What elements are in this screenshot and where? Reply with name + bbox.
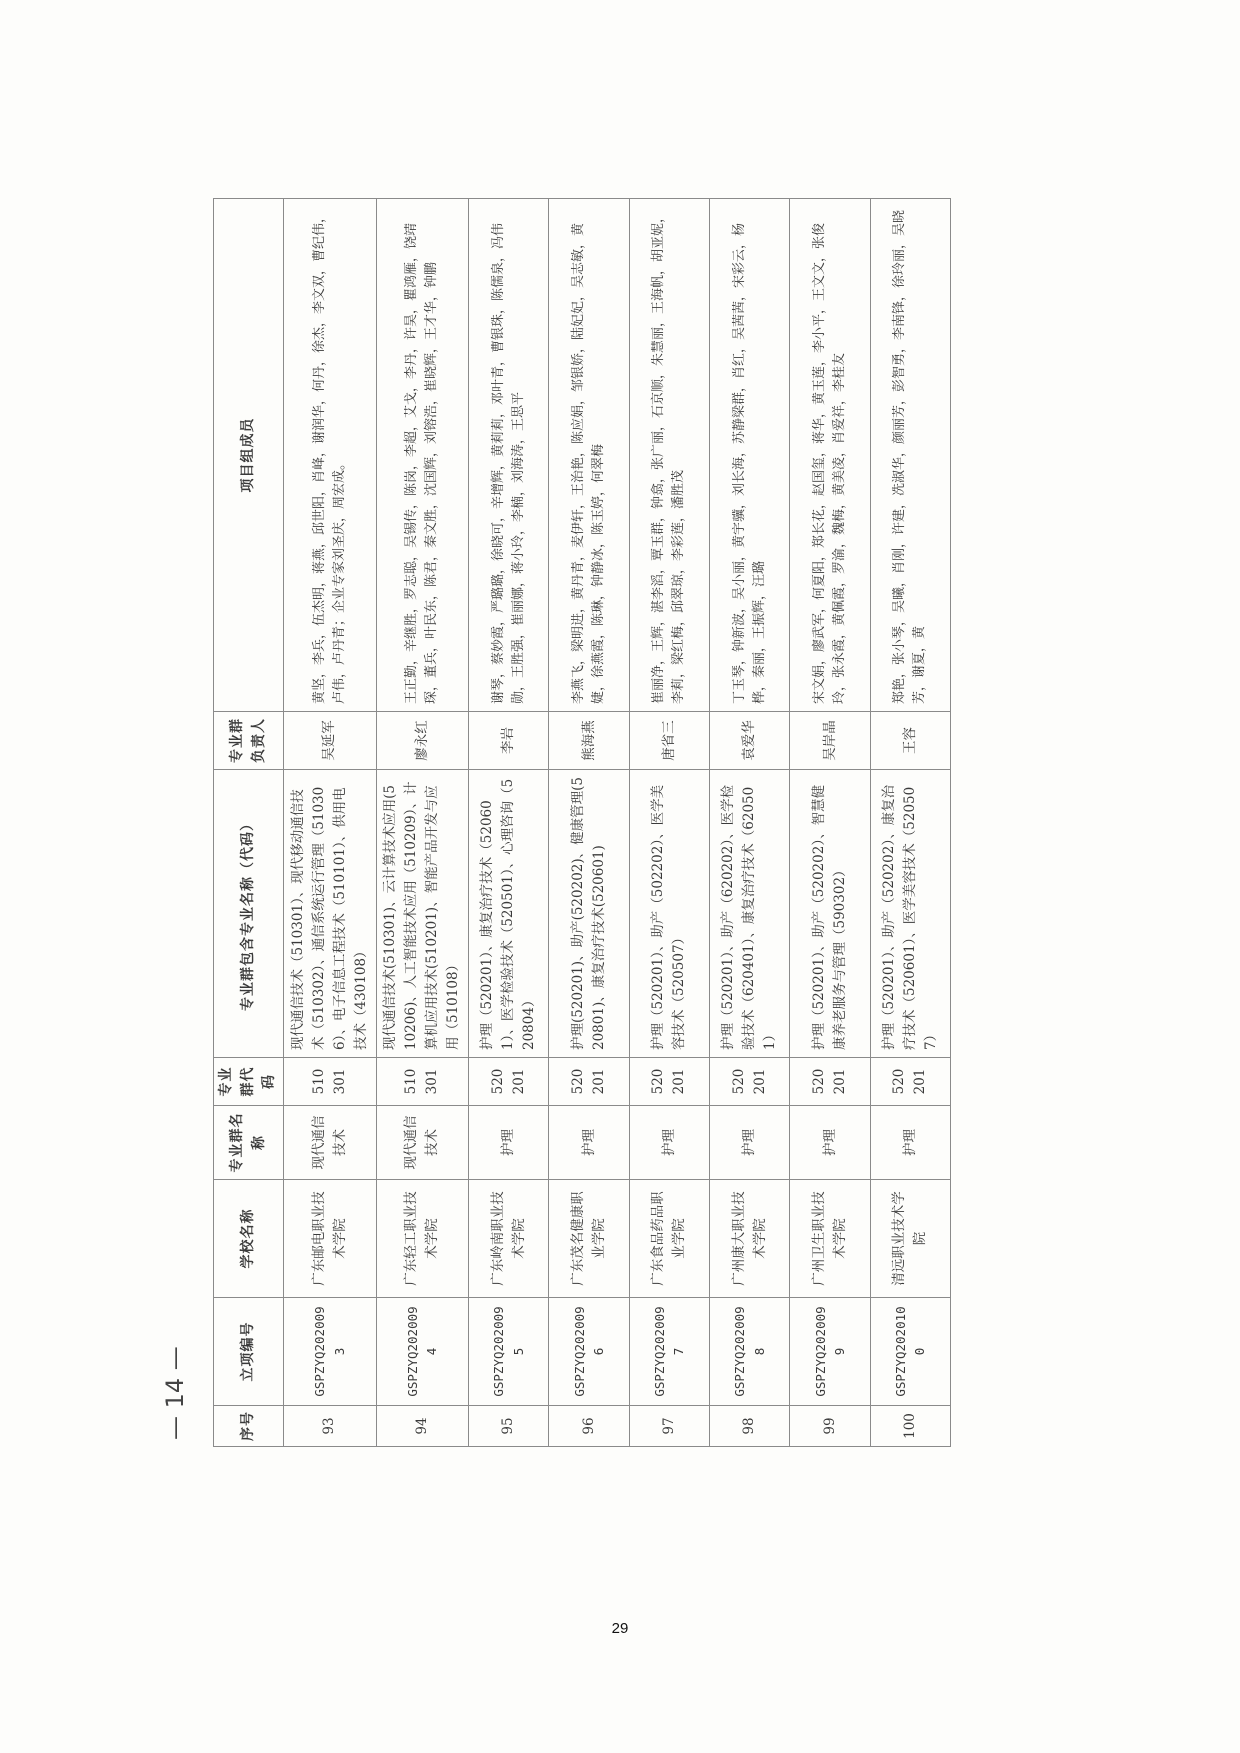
- cell-seq: 95: [469, 1406, 549, 1447]
- header-group-code: 专业群代码: [214, 1058, 284, 1106]
- cell-leader: 熊海燕: [549, 712, 629, 770]
- cell-seq: 94: [376, 1406, 469, 1447]
- cell-project-id: GSPZYQ2020095: [469, 1298, 549, 1406]
- cell-majors: 护理（520201）、助产（520202）、智慧健康养老服务与管理（590302）: [790, 770, 870, 1058]
- cell-leader: 王容: [870, 712, 950, 770]
- cell-school: 广东邮电职业技术学院: [284, 1180, 377, 1298]
- cell-group-name: 现代通信技术: [376, 1106, 469, 1180]
- cell-project-id: GSPZYQ2020100: [870, 1298, 950, 1406]
- rotated-table-area: [213, 199, 951, 1447]
- cell-seq: 99: [790, 1406, 870, 1447]
- cell-group-code: 510301: [376, 1058, 469, 1106]
- cell-members: 王正勤，辛继胜，罗志聪，吴锡传，陈岗，李超，艾戈，李丹，许昊，瞿鸿雁，饶靖琛，董兵，叶民东，陈君，秦文胜，沈国辉，刘镕浩，崔晓辉，王才华，钟鹏: [376, 199, 469, 712]
- table-row: [629, 199, 709, 1447]
- cell-seq: 97: [629, 1406, 709, 1447]
- table-row: [710, 199, 790, 1447]
- cell-school: 清远职业技术学院: [870, 1180, 950, 1298]
- cell-seq: 96: [549, 1406, 629, 1447]
- table-header-row: [214, 199, 284, 1447]
- cell-leader: 廖永红: [376, 712, 469, 770]
- cell-school: 广东岭南职业技术学院: [469, 1180, 549, 1298]
- cell-majors: 现代通信技术(510301)、云计算技术应用(510206)、人工智能技术应用（510209）、计算机应用技术(510201)、智能产品开发与应用（510108）: [376, 770, 469, 1058]
- folio-page-marker: — 14 —: [161, 1346, 189, 1440]
- table-row: [870, 199, 950, 1447]
- cell-majors: 现代通信技术（510301）、现代移动通信技术（510302）、通信系统运行管理（510306）、电子信息工程技术（510101）、供用电技术（430108）: [284, 770, 377, 1058]
- cell-members: 崔丽净，王辉，湛李滔，覃玉群，钟翕，张广丽，石京顺，朱慧丽，王海帆，胡亚妮，李莉，梁红梅，邱翠琼，李彩莲，潘胜茂: [629, 199, 709, 712]
- cell-group-code: 520201: [710, 1058, 790, 1106]
- cell-members: 黄坚，李兵，伍杰明，蒋燕，邱世阳，肖峰，谢润华，何丹，徐杰，李文双，曹纪伟，卢伟，卢丹青；企业专家刘圣庆，周宏成。: [284, 199, 377, 712]
- header-majors: 专业群包含专业名称（代码）: [214, 770, 284, 1058]
- cell-majors: 护理（520201）、康复治疗技术（520601）、医学检验技术（520501）、心理咨询（520804）: [469, 770, 549, 1058]
- cell-group-name: 护理: [870, 1106, 950, 1180]
- cell-members: 郑艳，张小琴，吴曦，肖刚，许建，冼淑华，颜丽芳，彭智勇，李南锋，徐玲丽，吴晓芳，谢夏，黄: [870, 199, 950, 712]
- cell-group-code: 510301: [284, 1058, 377, 1106]
- page-number: 29: [611, 1620, 629, 1637]
- cell-seq: 98: [710, 1406, 790, 1447]
- cell-project-id: GSPZYQ2020093: [284, 1298, 377, 1406]
- cell-project-id: GSPZYQ2020098: [710, 1298, 790, 1406]
- cell-group-name: 护理: [549, 1106, 629, 1180]
- cell-school: 广州卫生职业技术学院: [790, 1180, 870, 1298]
- cell-school: 广东食品药品职业学院: [629, 1180, 709, 1298]
- cell-project-id: GSPZYQ2020099: [790, 1298, 870, 1406]
- header-seq: 序号: [214, 1406, 284, 1447]
- header-school: 学校名称: [214, 1180, 284, 1298]
- cell-group-code: 520201: [469, 1058, 549, 1106]
- cell-group-code: 520201: [790, 1058, 870, 1106]
- table-row: [790, 199, 870, 1447]
- cell-members: 丁玉琴，钟新波，吴小丽，黄宇骥，刘长海，苏静梁群，肖红，吴茜茜，宋彩云，杨桦，秦丽，王振辉，汪璐: [710, 199, 790, 712]
- cell-group-code: 520201: [549, 1058, 629, 1106]
- cell-school: 广州康大职业技术学院: [710, 1180, 790, 1298]
- table-row: [469, 199, 549, 1447]
- header-members: 项目组成员: [214, 199, 284, 712]
- cell-leader: 吴延军: [284, 712, 377, 770]
- header-group-name: 专业群名称: [214, 1106, 284, 1180]
- cell-group-name: 护理: [469, 1106, 549, 1180]
- cell-group-name: 护理: [629, 1106, 709, 1180]
- cell-group-code: 520201: [629, 1058, 709, 1106]
- cell-majors: 护理（520201）、助产（502202）、医学美容技术（520507）: [629, 770, 709, 1058]
- cell-seq: 100: [870, 1406, 950, 1447]
- cell-group-name: 护理: [790, 1106, 870, 1180]
- cell-leader: 唐省三: [629, 712, 709, 770]
- table-row: [284, 199, 377, 1447]
- cell-majors: 护理（520201）、助产（620202）、医学检验技术（620401）、康复治疗技术（620501）: [710, 770, 790, 1058]
- cell-school: 广东轻工职业技术学院: [376, 1180, 469, 1298]
- cell-group-name: 护理: [710, 1106, 790, 1180]
- cell-leader: 李岩: [469, 712, 549, 770]
- cell-project-id: GSPZYQ2020096: [549, 1298, 629, 1406]
- cell-group-code: 520201: [870, 1058, 950, 1106]
- cell-members: 谢琴，蔡妙霞，严璐璐，徐晓可，辛增辉，黄莉莉，邓叶青，曹银珠，陈儒泉，冯伟勋，王胜强，崔丽娜，蒋小玲，李楠，刘海涛，王思平: [469, 199, 549, 712]
- cell-group-name: 现代通信技术: [284, 1106, 377, 1180]
- cell-members: 李燕飞，梁明进，黄丹青，麦伊轩，王治艳，陈应娟，邹银娇，陆妃妃，吴志敏，黄婕，徐燕霞，陈琳，钟静冰，陈玉婷，何翠梅: [549, 199, 629, 712]
- project-table: [213, 198, 951, 1447]
- cell-seq: 93: [284, 1406, 377, 1447]
- cell-project-id: GSPZYQ2020097: [629, 1298, 709, 1406]
- table-row: [376, 199, 469, 1447]
- header-project-id: 立项编号: [214, 1298, 284, 1406]
- cell-members: 宋文娟，廖武军，何夏阳，郑长花，赵国玺，蒋华，黄玉莲，李小平，王文文，张俊玲，张永霞，黄佩霞，罗渝，魏梅，黄美凌，肖爱祥，李桂友: [790, 199, 870, 712]
- table-row: [549, 199, 629, 1447]
- cell-project-id: GSPZYQ2020094: [376, 1298, 469, 1406]
- cell-leader: 吴岸晶: [790, 712, 870, 770]
- header-leader: 专业群负责人: [214, 712, 284, 770]
- cell-majors: 护理(520201)、助产(520202)、健康管理(520801)、康复治疗技术(520601): [549, 770, 629, 1058]
- cell-school: 广东茂名健康职业学院: [549, 1180, 629, 1298]
- cell-majors: 护理（520201）、助产（520202）、康复治疗技术（520601）、医学美容技术（520507）: [870, 770, 950, 1058]
- cell-leader: 袁爱华: [710, 712, 790, 770]
